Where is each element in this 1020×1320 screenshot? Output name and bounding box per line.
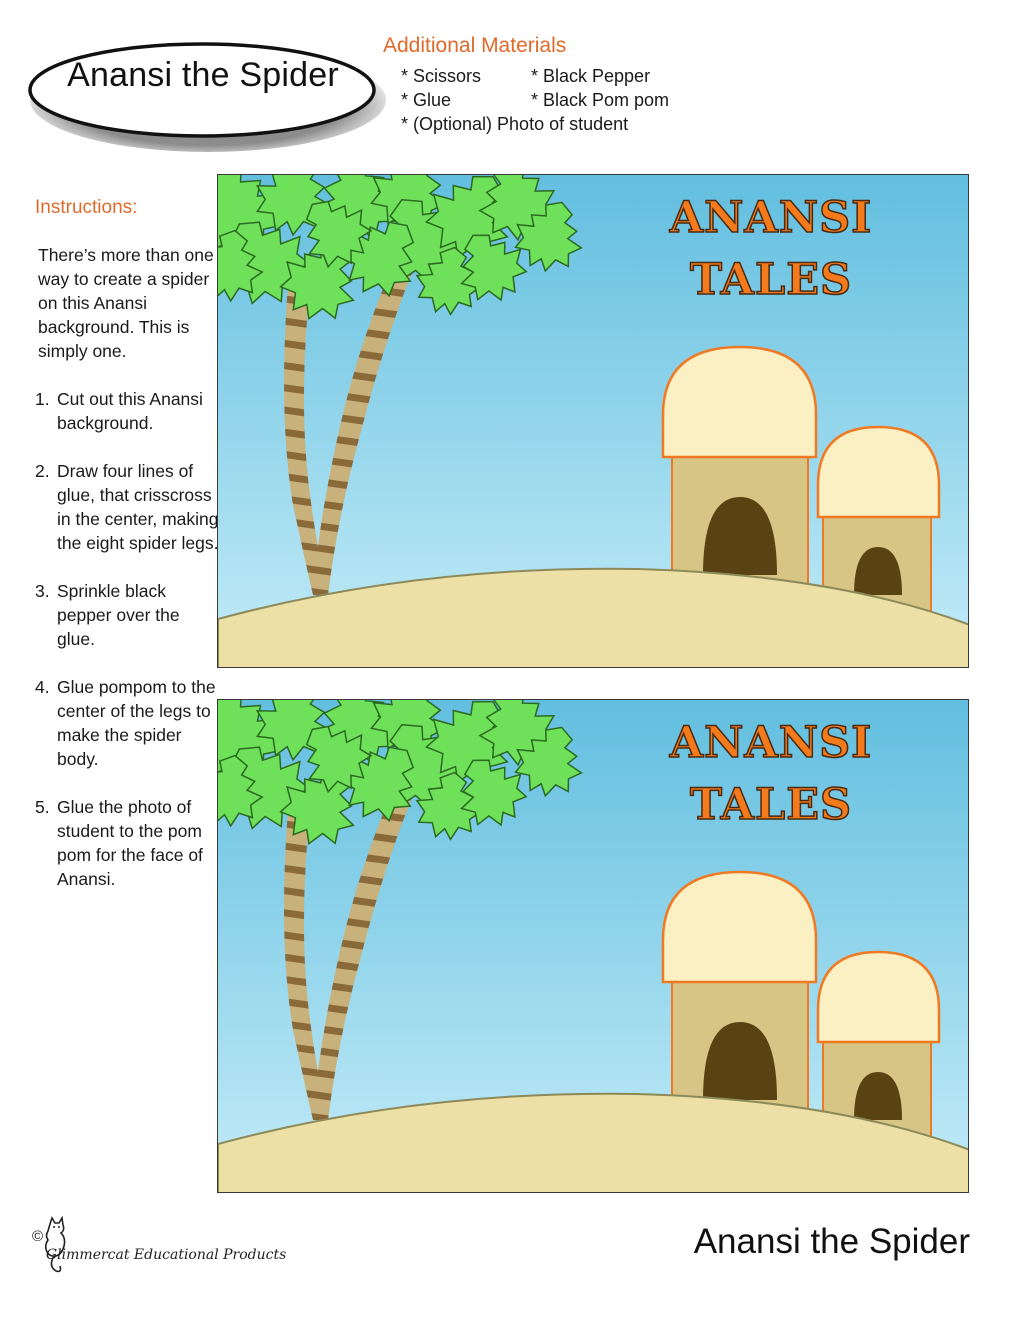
instruction-step — [35, 459, 220, 555]
hut-small — [818, 427, 939, 615]
step-text: Glue the photo of student to the pom pom for the face of Anansi. — [57, 797, 203, 889]
copyright-symbol: © — [32, 1228, 44, 1245]
materials-heading: Additional Materials — [383, 34, 567, 57]
step-text: Cut out this Anansi background. — [57, 389, 203, 433]
step-number: 3. — [35, 581, 50, 601]
instructions-heading: Instructions: — [35, 197, 138, 218]
step-number: 4. — [35, 677, 50, 697]
scene-title-line1: ANANSI — [669, 718, 873, 768]
step-text: Draw four lines of glue, that crisscross in the center, making the eight spider legs. — [57, 461, 219, 553]
materials-section — [383, 34, 670, 134]
step-number: 5. — [35, 797, 50, 817]
instructions-intro: There’s more than one way to create a spider on this Anansi background. This is simply one. — [38, 245, 214, 361]
material-item: * Glue — [401, 90, 452, 110]
scene-title-line1: ANANSI — [669, 193, 873, 243]
scene-title-line2: TALES — [689, 780, 853, 830]
instruction-step — [35, 387, 220, 435]
instruction-step — [35, 795, 220, 891]
anansi-scene-illustration — [218, 700, 969, 1193]
page-title: Anansi the Spider — [67, 56, 339, 94]
instruction-step — [35, 675, 220, 771]
anansi-background-card — [217, 174, 969, 668]
instruction-step — [35, 579, 220, 651]
material-item: * Black Pepper — [531, 66, 651, 86]
step-text: Sprinkle black pepper over the glue. — [57, 581, 180, 649]
hut-large — [663, 872, 816, 1130]
anansi-background-card — [217, 699, 969, 1193]
material-item: * Scissors — [401, 66, 482, 86]
footer-title: Anansi the Spider — [693, 1222, 970, 1261]
anansi-scene-illustration — [218, 175, 969, 668]
scene-title-line2: TALES — [689, 255, 853, 305]
step-number: 1. — [35, 389, 50, 409]
instructions-section — [35, 197, 220, 915]
step-text: Glue pompom to the center of the legs to make the spider body. — [57, 677, 216, 769]
hut-large — [663, 347, 816, 605]
hut-small — [818, 952, 939, 1140]
material-item-optional: * (Optional) Photo of student — [401, 114, 629, 134]
step-number: 2. — [35, 461, 50, 481]
logo-text: Glimmercat Educational Products — [46, 1247, 287, 1263]
material-item: * Black Pom pom — [531, 90, 670, 110]
glimmercat-logo — [32, 1216, 302, 1276]
